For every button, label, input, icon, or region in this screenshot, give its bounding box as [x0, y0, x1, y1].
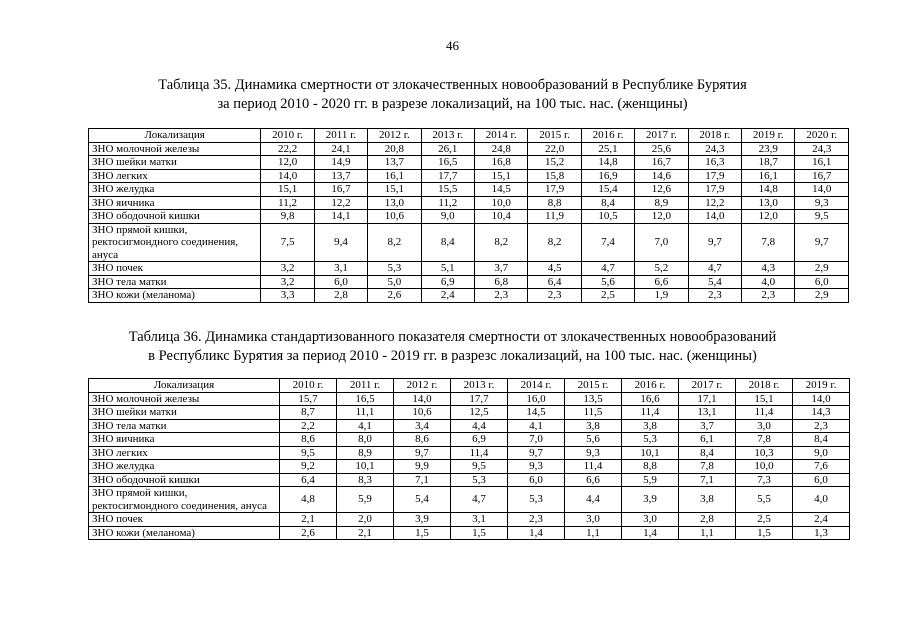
value-cell: 17,9 [688, 169, 741, 183]
value-cell: 17,9 [528, 183, 581, 197]
table-row [89, 156, 849, 170]
value-cell: 9,9 [394, 460, 451, 474]
value-cell: 2,5 [736, 513, 793, 527]
value-cell: 11,4 [565, 460, 622, 474]
value-cell: 3,7 [679, 419, 736, 433]
value-cell: 15,4 [581, 183, 634, 197]
value-cell: 2,6 [368, 289, 421, 303]
value-cell: 12,0 [261, 156, 314, 170]
value-cell: 2,8 [314, 289, 367, 303]
value-cell: 8,6 [280, 433, 337, 447]
value-cell: 5,0 [368, 275, 421, 289]
value-cell: 8,9 [635, 196, 688, 210]
value-cell: 9,2 [280, 460, 337, 474]
value-cell: 16,7 [795, 169, 849, 183]
value-cell: 14,0 [688, 210, 741, 224]
table-row [89, 392, 850, 406]
table-row [89, 289, 849, 303]
localization-cell: ЗНО молочной железы [89, 392, 280, 406]
value-cell: 13,7 [314, 169, 367, 183]
value-cell: 2,8 [679, 513, 736, 527]
value-cell: 10,0 [736, 460, 793, 474]
localization-cell: ЗНО шейки матки [89, 406, 280, 420]
value-cell: 7,1 [394, 473, 451, 487]
value-cell: 13,0 [742, 196, 795, 210]
column-header-year: 2019 г. [793, 379, 850, 393]
value-cell: 8,8 [622, 460, 679, 474]
localization-cell: ЗНО желудка [89, 183, 261, 197]
value-cell: 4,7 [688, 262, 741, 276]
value-cell: 13,0 [368, 196, 421, 210]
value-cell: 4,0 [793, 487, 850, 513]
value-cell: 14,1 [314, 210, 367, 224]
value-cell: 6,4 [528, 275, 581, 289]
localization-cell: ЗНО кожи (меланома) [89, 526, 280, 540]
value-cell: 8,4 [793, 433, 850, 447]
value-cell: 10,6 [394, 406, 451, 420]
value-cell: 16,1 [795, 156, 849, 170]
table-row [89, 275, 849, 289]
table-row [89, 183, 849, 197]
column-header-year: 2017 г. [635, 129, 688, 143]
value-cell: 26,1 [421, 142, 474, 156]
column-header-year: 2018 г. [736, 379, 793, 393]
value-cell: 17,1 [679, 392, 736, 406]
value-cell: 9,4 [314, 223, 367, 262]
value-cell: 5,3 [622, 433, 679, 447]
value-cell: 4,0 [742, 275, 795, 289]
column-header-localization: Локализация [89, 129, 261, 143]
value-cell: 5,5 [736, 487, 793, 513]
localization-cell: ЗНО кожи (меланома) [89, 289, 261, 303]
value-cell: 7,1 [679, 473, 736, 487]
value-cell: 7,4 [581, 223, 634, 262]
value-cell: 8,2 [474, 223, 527, 262]
value-cell: 8,3 [337, 473, 394, 487]
value-cell: 8,6 [394, 433, 451, 447]
table-row [89, 473, 850, 487]
value-cell: 11,4 [622, 406, 679, 420]
value-cell: 16,1 [742, 169, 795, 183]
value-cell: 22,0 [528, 142, 581, 156]
column-header-localization: Локализация [89, 379, 280, 393]
value-cell: 3,9 [394, 513, 451, 527]
value-cell: 11,2 [261, 196, 314, 210]
value-cell: 8,4 [421, 223, 474, 262]
column-header-year: 2012 г. [394, 379, 451, 393]
localization-cell: ЗНО легких [89, 169, 261, 183]
value-cell: 12,6 [635, 183, 688, 197]
localization-cell: ЗНО шейки матки [89, 156, 261, 170]
value-cell: 1,1 [679, 526, 736, 540]
table-row [89, 196, 849, 210]
value-cell: 6,0 [793, 473, 850, 487]
value-cell: 5,3 [368, 262, 421, 276]
value-cell: 5,2 [635, 262, 688, 276]
table-header-row [89, 129, 849, 143]
value-cell: 16,0 [508, 392, 565, 406]
table-row [89, 419, 850, 433]
value-cell: 13,5 [565, 392, 622, 406]
value-cell: 16,8 [474, 156, 527, 170]
value-cell: 14,0 [394, 392, 451, 406]
value-cell: 7,8 [736, 433, 793, 447]
value-cell: 12,2 [688, 196, 741, 210]
value-cell: 9,5 [280, 446, 337, 460]
value-cell: 16,3 [688, 156, 741, 170]
value-cell: 9,7 [688, 223, 741, 262]
value-cell: 16,9 [581, 169, 634, 183]
table-row [89, 223, 849, 262]
value-cell: 6,6 [565, 473, 622, 487]
table-36-caption-line1: Таблица 36. Динамика стандартизованного показателя смертности от злокачественных новообразований [128, 329, 777, 345]
value-cell: 2,0 [337, 513, 394, 527]
value-cell: 9,3 [565, 446, 622, 460]
value-cell: 1,3 [793, 526, 850, 540]
value-cell: 5,9 [622, 473, 679, 487]
page-number: 46 [446, 38, 459, 53]
value-cell: 17,7 [421, 169, 474, 183]
value-cell: 6,9 [451, 433, 508, 447]
column-header-year: 2013 г. [421, 129, 474, 143]
value-cell: 14,3 [793, 406, 850, 420]
value-cell: 2,3 [528, 289, 581, 303]
value-cell: 3,9 [622, 487, 679, 513]
value-cell: 1,5 [451, 526, 508, 540]
table-35 [88, 128, 849, 303]
value-cell: 14,9 [314, 156, 367, 170]
value-cell: 9,0 [793, 446, 850, 460]
value-cell: 6,4 [280, 473, 337, 487]
table-36-caption [0, 328, 905, 366]
value-cell: 11,4 [451, 446, 508, 460]
column-header-year: 2010 г. [261, 129, 314, 143]
value-cell: 14,5 [474, 183, 527, 197]
table-row [89, 487, 850, 513]
value-cell: 1,4 [622, 526, 679, 540]
value-cell: 10,6 [368, 210, 421, 224]
value-cell: 11,2 [421, 196, 474, 210]
value-cell: 24,3 [688, 142, 741, 156]
value-cell: 6,0 [508, 473, 565, 487]
value-cell: 9,7 [795, 223, 849, 262]
table-row [89, 460, 850, 474]
value-cell: 5,3 [451, 473, 508, 487]
column-header-year: 2016 г. [622, 379, 679, 393]
value-cell: 3,0 [565, 513, 622, 527]
column-header-year: 2020 г. [795, 129, 849, 143]
value-cell: 2,1 [337, 526, 394, 540]
value-cell: 18,7 [742, 156, 795, 170]
value-cell: 3,1 [451, 513, 508, 527]
column-header-year: 2019 г. [742, 129, 795, 143]
table-row [89, 262, 849, 276]
localization-cell: ЗНО почек [89, 262, 261, 276]
value-cell: 14,5 [508, 406, 565, 420]
value-cell: 3,2 [261, 275, 314, 289]
value-cell: 5,6 [581, 275, 634, 289]
value-cell: 12,2 [314, 196, 367, 210]
value-cell: 10,3 [736, 446, 793, 460]
value-cell: 17,9 [688, 183, 741, 197]
value-cell: 2,6 [280, 526, 337, 540]
value-cell: 7,3 [736, 473, 793, 487]
value-cell: 11,5 [565, 406, 622, 420]
table-35-caption-line2: за период 2010 - 2020 гг. в разрезе локализаций, на 100 тыс. нас. (женщины) [217, 96, 688, 112]
value-cell: 2,3 [508, 513, 565, 527]
value-cell: 7,5 [261, 223, 314, 262]
value-cell: 3,0 [736, 419, 793, 433]
value-cell: 3,7 [474, 262, 527, 276]
value-cell: 16,1 [368, 169, 421, 183]
value-cell: 4,4 [565, 487, 622, 513]
value-cell: 13,1 [679, 406, 736, 420]
table-header-row [89, 379, 850, 393]
value-cell: 16,6 [622, 392, 679, 406]
value-cell: 3,0 [622, 513, 679, 527]
value-cell: 25,1 [581, 142, 634, 156]
value-cell: 4,7 [451, 487, 508, 513]
value-cell: 23,9 [742, 142, 795, 156]
value-cell: 3,3 [261, 289, 314, 303]
table-36-caption-line2: в Республикс Бурятия за период 2010 - 2019 гг. в разрезс локализаций, на 100 тыс. нас. (женщины) [148, 348, 757, 364]
table-35-caption [0, 76, 905, 114]
value-cell: 2,5 [581, 289, 634, 303]
value-cell: 2,1 [280, 513, 337, 527]
value-cell: 14,8 [742, 183, 795, 197]
value-cell: 8,4 [581, 196, 634, 210]
value-cell: 6,8 [474, 275, 527, 289]
value-cell: 15,2 [528, 156, 581, 170]
value-cell: 8,9 [337, 446, 394, 460]
value-cell: 10,4 [474, 210, 527, 224]
table-36 [88, 378, 850, 540]
value-cell: 9,3 [795, 196, 849, 210]
table-row [89, 526, 850, 540]
value-cell: 2,2 [280, 419, 337, 433]
localization-cell: ЗНО яичника [89, 196, 261, 210]
localization-cell: ЗНО прямой кишки, ректосигмондного соединения, ануса [89, 223, 261, 262]
value-cell: 4,4 [451, 419, 508, 433]
table-row [89, 406, 850, 420]
value-cell: 1,5 [736, 526, 793, 540]
value-cell: 6,0 [314, 275, 367, 289]
value-cell: 6,1 [679, 433, 736, 447]
value-cell: 24,3 [795, 142, 849, 156]
value-cell: 12,0 [635, 210, 688, 224]
value-cell: 3,8 [622, 419, 679, 433]
value-cell: 20,8 [368, 142, 421, 156]
value-cell: 13,7 [368, 156, 421, 170]
value-cell: 1,9 [635, 289, 688, 303]
value-cell: 7,8 [742, 223, 795, 262]
localization-cell: ЗНО яичника [89, 433, 280, 447]
value-cell: 15,8 [528, 169, 581, 183]
value-cell: 6,9 [421, 275, 474, 289]
value-cell: 2,3 [688, 289, 741, 303]
value-cell: 16,5 [337, 392, 394, 406]
value-cell: 10,1 [622, 446, 679, 460]
localization-cell: ЗНО ободочной кишки [89, 473, 280, 487]
column-header-year: 2015 г. [565, 379, 622, 393]
table-row [89, 142, 849, 156]
value-cell: 2,3 [793, 419, 850, 433]
value-cell: 2,9 [795, 262, 849, 276]
value-cell: 8,2 [368, 223, 421, 262]
value-cell: 5,4 [394, 487, 451, 513]
value-cell: 3,1 [314, 262, 367, 276]
localization-cell: ЗНО легких [89, 446, 280, 460]
value-cell: 8,4 [679, 446, 736, 460]
value-cell: 11,9 [528, 210, 581, 224]
table-row [89, 169, 849, 183]
value-cell: 16,7 [635, 156, 688, 170]
value-cell: 10,0 [474, 196, 527, 210]
value-cell: 17,7 [451, 392, 508, 406]
column-header-year: 2011 г. [314, 129, 367, 143]
value-cell: 11,4 [736, 406, 793, 420]
value-cell: 9,5 [795, 210, 849, 224]
value-cell: 4,7 [581, 262, 634, 276]
value-cell: 12,0 [742, 210, 795, 224]
value-cell: 24,1 [314, 142, 367, 156]
column-header-year: 2014 г. [474, 129, 527, 143]
value-cell: 16,5 [421, 156, 474, 170]
value-cell: 3,4 [394, 419, 451, 433]
value-cell: 10,1 [337, 460, 394, 474]
value-cell: 4,1 [337, 419, 394, 433]
value-cell: 4,5 [528, 262, 581, 276]
column-header-year: 2012 г. [368, 129, 421, 143]
column-header-year: 2010 г. [280, 379, 337, 393]
value-cell: 15,1 [736, 392, 793, 406]
column-header-year: 2017 г. [679, 379, 736, 393]
table-row [89, 513, 850, 527]
localization-cell: ЗНО прямой кишки, ректосигмондного соединения, ануса [89, 487, 280, 513]
localization-cell: ЗНО тела матки [89, 275, 261, 289]
value-cell: 5,4 [688, 275, 741, 289]
value-cell: 9,7 [394, 446, 451, 460]
value-cell: 3,8 [679, 487, 736, 513]
value-cell: 14,0 [793, 392, 850, 406]
value-cell: 5,1 [421, 262, 474, 276]
value-cell: 14,6 [635, 169, 688, 183]
value-cell: 2,4 [421, 289, 474, 303]
value-cell: 4,3 [742, 262, 795, 276]
localization-cell: ЗНО тела матки [89, 419, 280, 433]
value-cell: 5,9 [337, 487, 394, 513]
value-cell: 3,8 [565, 419, 622, 433]
value-cell: 22,2 [261, 142, 314, 156]
value-cell: 9,0 [421, 210, 474, 224]
value-cell: 3,2 [261, 262, 314, 276]
value-cell: 5,3 [508, 487, 565, 513]
value-cell: 14,0 [795, 183, 849, 197]
value-cell: 8,7 [280, 406, 337, 420]
value-cell: 7,6 [793, 460, 850, 474]
value-cell: 14,8 [581, 156, 634, 170]
value-cell: 15,5 [421, 183, 474, 197]
value-cell: 11,1 [337, 406, 394, 420]
value-cell: 6,6 [635, 275, 688, 289]
value-cell: 7,0 [508, 433, 565, 447]
value-cell: 8,0 [337, 433, 394, 447]
localization-cell: ЗНО ободочной кишки [89, 210, 261, 224]
localization-cell: ЗНО молочной железы [89, 142, 261, 156]
table-35-caption-line1: Таблица 35. Динамика смертности от злокачественных новообразований в Республике Бурятия [158, 77, 747, 93]
value-cell: 2,3 [474, 289, 527, 303]
value-cell: 9,8 [261, 210, 314, 224]
value-cell: 9,5 [451, 460, 508, 474]
value-cell: 24,8 [474, 142, 527, 156]
column-header-year: 2014 г. [508, 379, 565, 393]
column-header-year: 2011 г. [337, 379, 394, 393]
value-cell: 16,7 [314, 183, 367, 197]
value-cell: 2,3 [742, 289, 795, 303]
value-cell: 5,6 [565, 433, 622, 447]
value-cell: 15,1 [368, 183, 421, 197]
localization-cell: ЗНО почек [89, 513, 280, 527]
value-cell: 2,9 [795, 289, 849, 303]
value-cell: 12,5 [451, 406, 508, 420]
value-cell: 14,0 [261, 169, 314, 183]
value-cell: 7,8 [679, 460, 736, 474]
value-cell: 1,1 [565, 526, 622, 540]
value-cell: 1,4 [508, 526, 565, 540]
table-row [89, 433, 850, 447]
value-cell: 6,0 [795, 275, 849, 289]
value-cell: 15,7 [280, 392, 337, 406]
value-cell: 8,8 [528, 196, 581, 210]
value-cell: 7,0 [635, 223, 688, 262]
value-cell: 4,8 [280, 487, 337, 513]
column-header-year: 2018 г. [688, 129, 741, 143]
column-header-year: 2016 г. [581, 129, 634, 143]
value-cell: 15,1 [261, 183, 314, 197]
localization-cell: ЗНО желудка [89, 460, 280, 474]
value-cell: 4,1 [508, 419, 565, 433]
value-cell: 15,1 [474, 169, 527, 183]
value-cell: 9,3 [508, 460, 565, 474]
column-header-year: 2013 г. [451, 379, 508, 393]
value-cell: 9,7 [508, 446, 565, 460]
value-cell: 2,4 [793, 513, 850, 527]
table-row [89, 210, 849, 224]
value-cell: 8,2 [528, 223, 581, 262]
value-cell: 25,6 [635, 142, 688, 156]
table-row [89, 446, 850, 460]
column-header-year: 2015 г. [528, 129, 581, 143]
value-cell: 1,5 [394, 526, 451, 540]
value-cell: 10,5 [581, 210, 634, 224]
